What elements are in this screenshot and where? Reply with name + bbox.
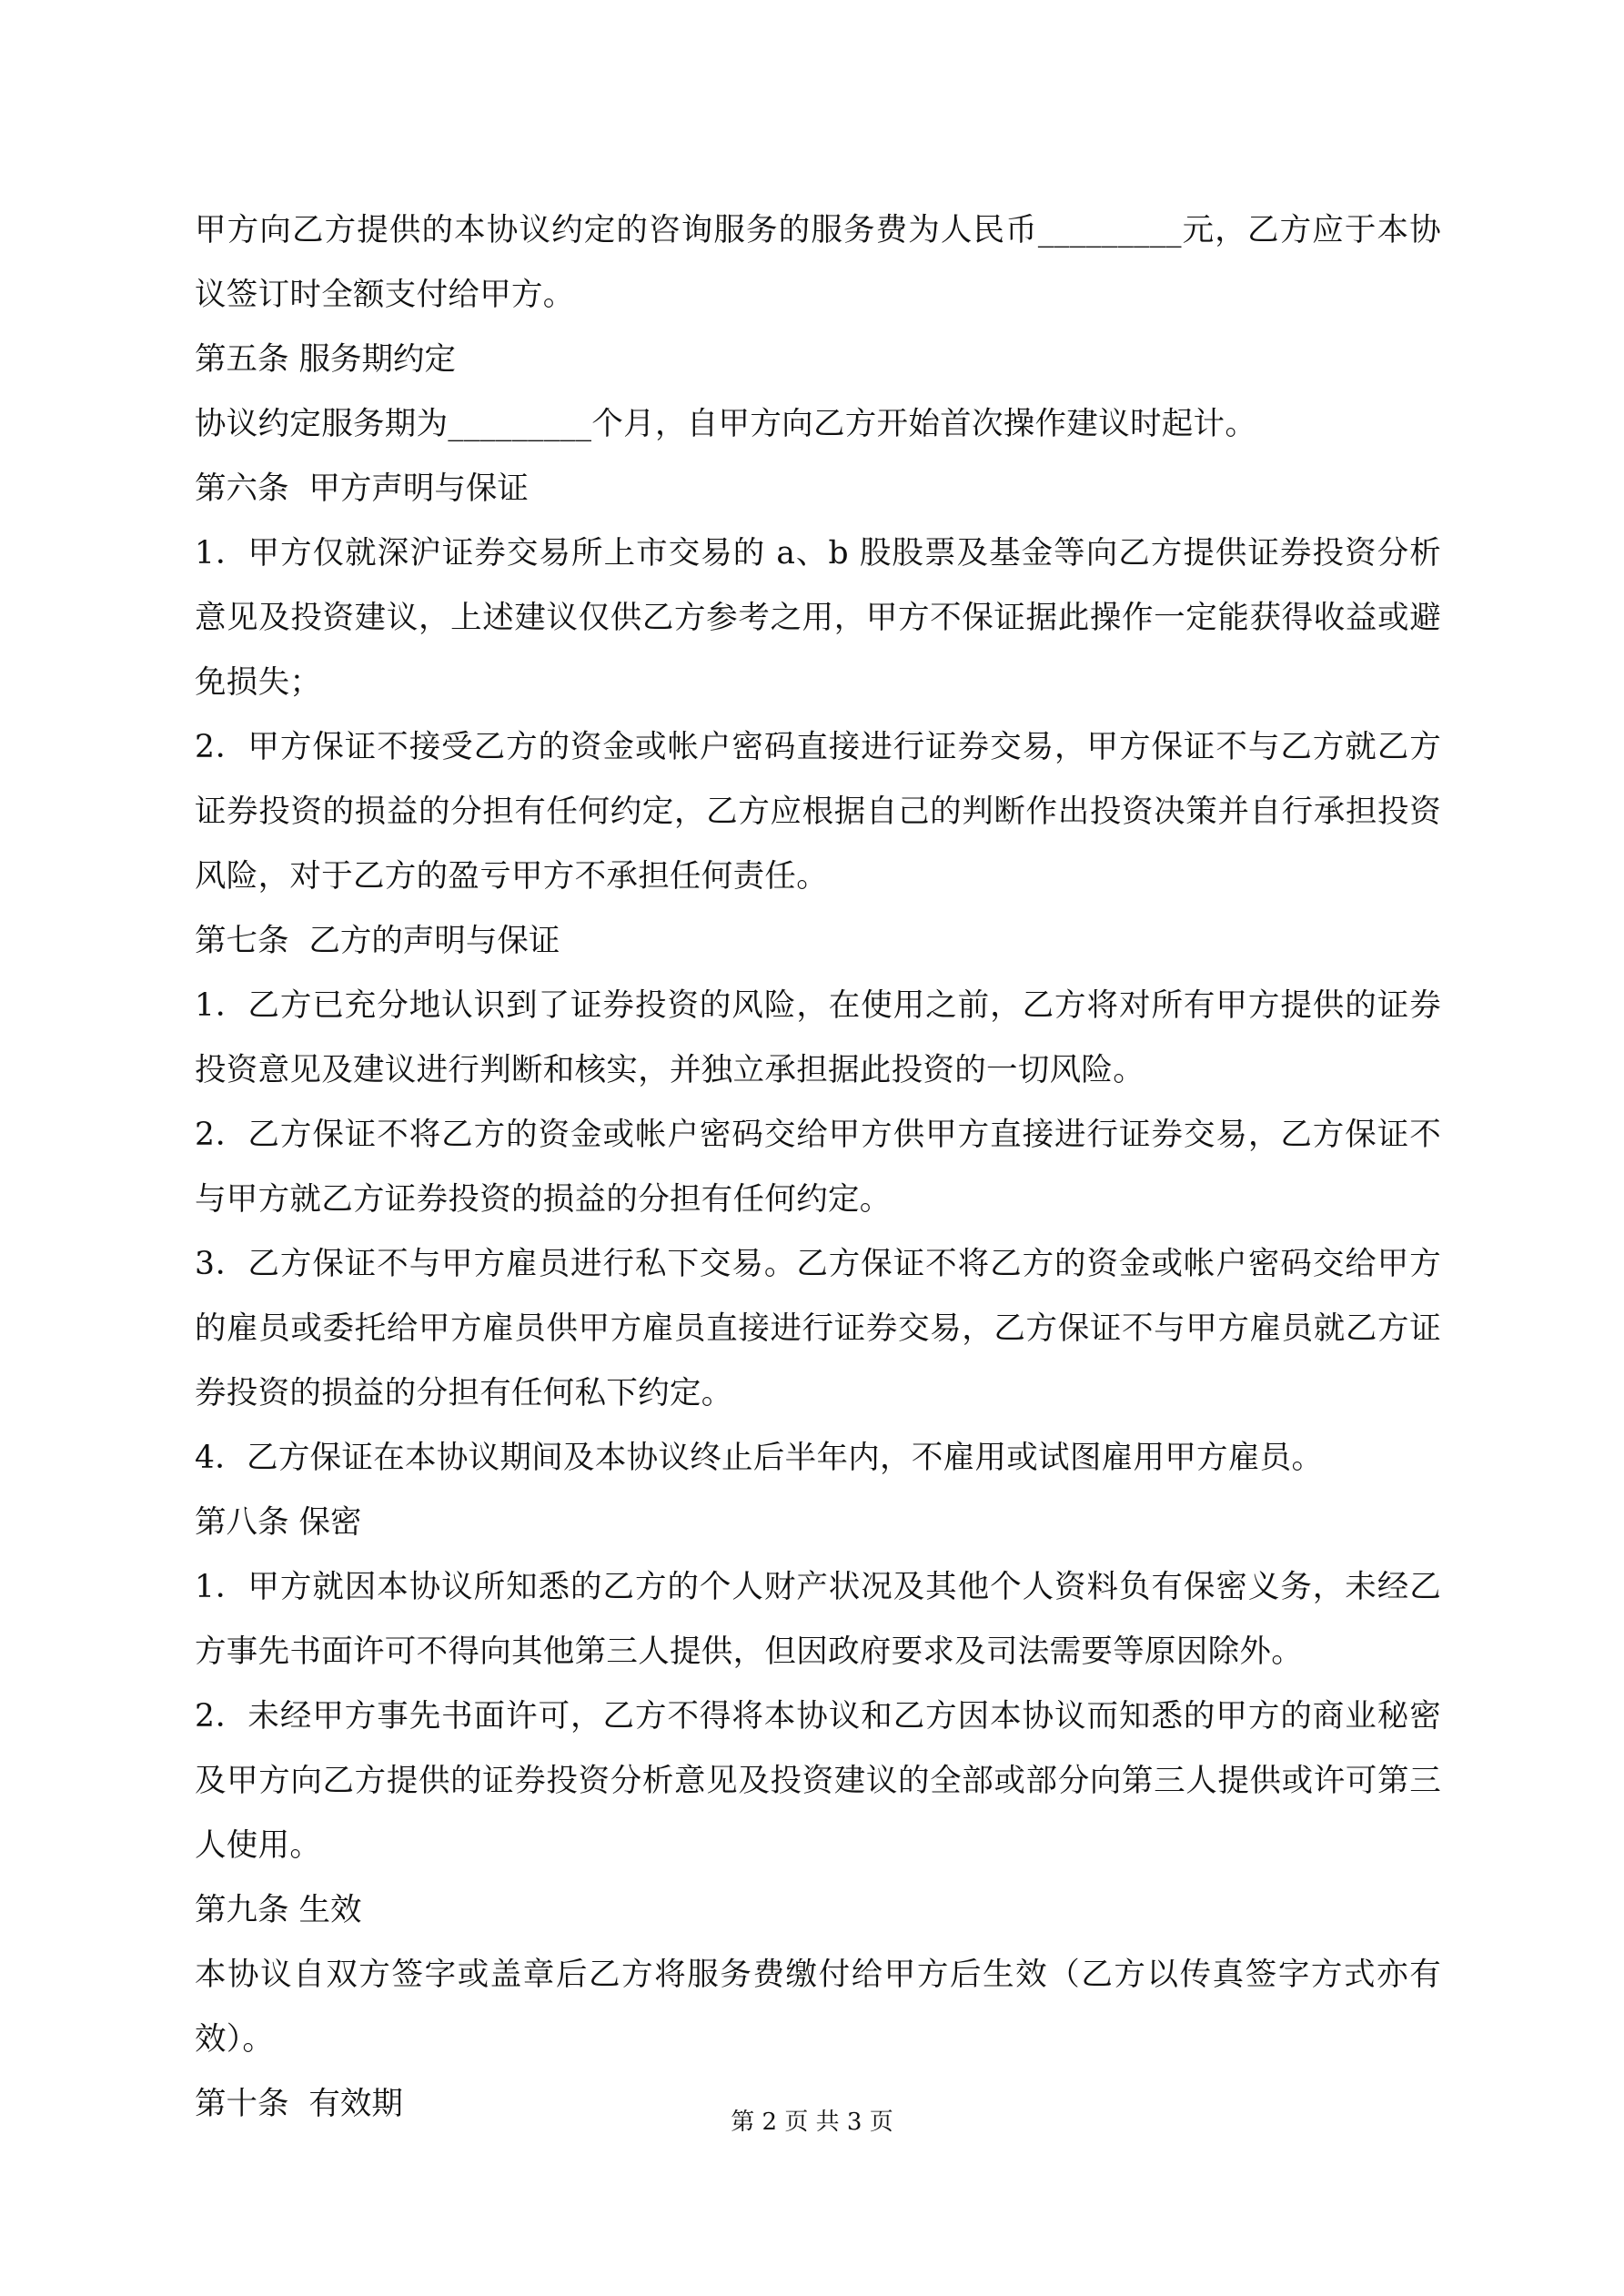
heading-article-10: 第十条 有效期 — [195, 2086, 403, 2122]
paragraph-service-fee: 甲方向乙方提供的本协议约定的咨询服务的服务费为人民币_________元，乙方应于本协议签订时全额支付给甲方。 — [195, 212, 1441, 313]
heading-article-9: 第九条 生效 — [195, 1892, 362, 1928]
paragraph-service-period: 协议约定服务期为_________个月，自甲方向乙方开始首次操作建议时起计。 — [195, 406, 1257, 442]
heading-article-6: 第六条 甲方声明与保证 — [195, 470, 529, 507]
heading-article-8: 第八条 保密 — [195, 1504, 362, 1541]
paragraph-article-7-item-3: 3．乙方保证不与甲方雇员进行私下交易。乙方保证不将乙方的资金或帐户密码交给甲方的雇员或委托给甲方雇员供甲方雇员直接进行证券交易，乙方保证不与甲方雇员就乙方证券投资的损益的分担有任何私下约定。 — [195, 1246, 1441, 1411]
paragraph-effectiveness: 本协议自双方签字或盖章后乙方将服务费缴付给甲方后生效（乙方以传真签字方式亦有效）。 — [195, 1957, 1441, 2058]
paragraph-article-8-item-2: 2．未经甲方事先书面许可，乙方不得将本协议和乙方因本协议而知悉的甲方的商业秘密及甲方向乙方提供的证券投资分析意见及投资建议的全部或部分向第三人提供或许可第三人使用。 — [195, 1698, 1441, 1864]
paragraph-article-7-item-4: 4．乙方保证在本协议期间及本协议终止后半年内，不雇用或试图雇用甲方雇员。 — [195, 1440, 1324, 1476]
paragraph-article-7-item-1: 1．乙方已充分地认识到了证券投资的风险，在使用之前，乙方将对所有甲方提供的证券投资意见及建议进行判断和核实，并独立承担据此投资的一切风险。 — [195, 987, 1441, 1088]
heading-article-5: 第五条 服务期约定 — [195, 341, 456, 378]
paragraph-article-7-item-2: 2．乙方保证不将乙方的资金或帐户密码交给甲方供甲方直接进行证券交易，乙方保证不与甲方就乙方证券投资的损益的分担有任何约定。 — [195, 1117, 1441, 1218]
paragraph-article-8-item-1: 1．甲方就因本协议所知悉的乙方的个人财产状况及其他个人资料负有保密义务，未经乙方事先书面许可不得向其他第三人提供，但因政府要求及司法需要等原因除外。 — [195, 1569, 1441, 1670]
paragraph-article-6-item-1: 1．甲方仅就深沪证券交易所上市交易的 a、b 股股票及基金等向乙方提供证券投资分析意见及投资建议，上述建议仅供乙方参考之用，甲方不保证据此操作一定能获得收益或避免损失； — [195, 535, 1441, 701]
document-body — [195, 198, 1441, 2137]
page-number-footer: 第 2 页 共 3 页 — [731, 2109, 893, 2136]
heading-article-7: 第七条 乙方的声明与保证 — [195, 923, 560, 959]
paragraph-article-6-item-2: 2．甲方保证不接受乙方的资金或帐户密码直接进行证券交易，甲方保证不与乙方就乙方证券投资的损益的分担有任何约定，乙方应根据自己的判断作出投资决策并自行承担投资风险，对于乙方的盈亏甲方不承担任何责任。 — [195, 729, 1441, 895]
